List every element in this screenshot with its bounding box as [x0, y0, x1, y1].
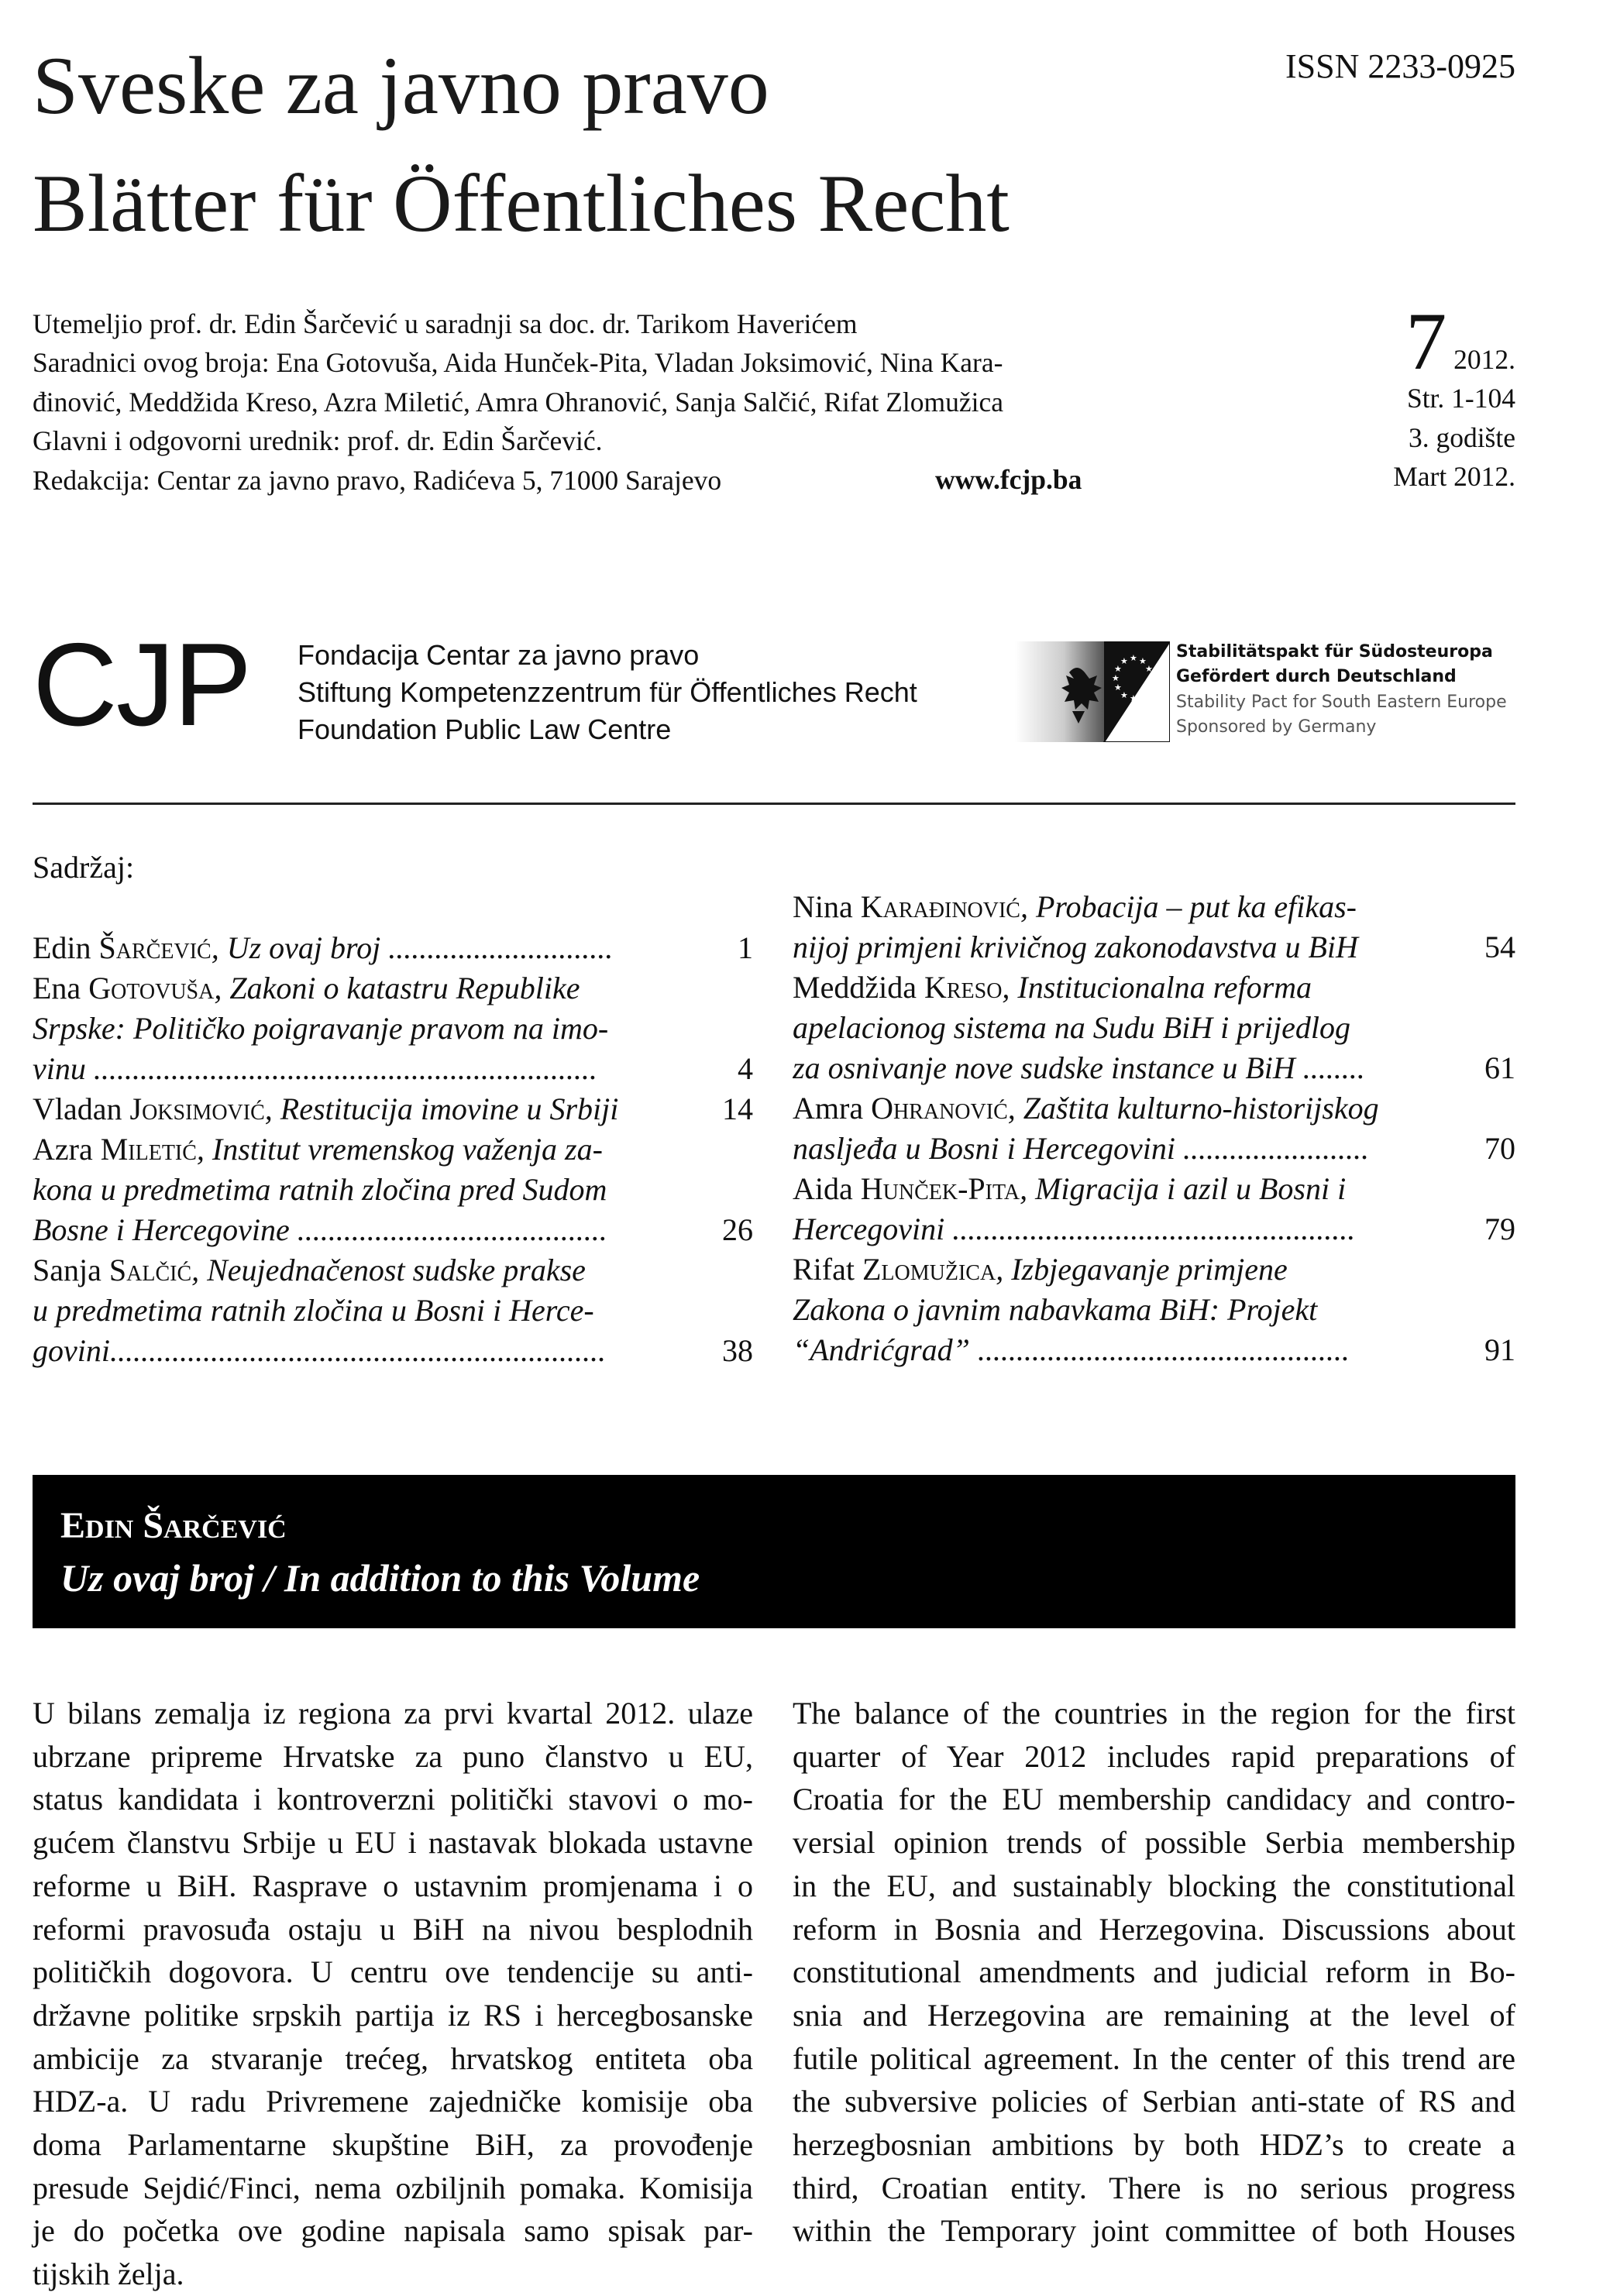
toc-title-text: , Restitucija imovine u Srbiji — [264, 1091, 619, 1126]
svg-text:★: ★ — [1114, 682, 1122, 693]
toc-entry[interactable] — [793, 968, 1515, 1088]
svg-text:★: ★ — [1120, 690, 1128, 700]
toc-author-first: Nina — [793, 889, 861, 924]
toc-title-text: , Zaštita kulturno-historijskog — [1007, 1091, 1379, 1126]
toc-title-text: “Andrićgrad” ................................................ — [793, 1332, 1350, 1367]
toc-entry-line — [793, 1008, 1515, 1048]
body-line: versial opinion trends of possible Serbia membership — [793, 1825, 1515, 1861]
toc-title-text: govini................................................................ — [33, 1333, 606, 1368]
journal-title-german: Blätter für Öffentliches Recht — [33, 158, 1010, 249]
toc-entry-line — [793, 1290, 1515, 1330]
toc-title-text: , Probacija – put ka efikas- — [1020, 889, 1357, 924]
masthead-line: đinović, Meddžida Kreso, Azra Miletić, Amra Ohranović, Sanja Salčić, Rifat Zlomužica — [33, 386, 1003, 418]
toc-title-text: za osnivanje nove sudske instance u BiH ........ — [793, 1050, 1365, 1085]
body-line: presude Sejdić/Finci, nema ozbiljnih pomaka. Komisija — [33, 2170, 753, 2205]
toc-entry[interactable] — [33, 1129, 753, 1250]
toc-author-last: Joksimović — [129, 1091, 265, 1126]
toc-title-text: Hercegovini .................................................... — [793, 1212, 1356, 1246]
toc-left-column — [33, 928, 753, 1371]
body-line: državne politike srpskih partija iz RS i hercegbosanske — [33, 1997, 753, 2033]
toc-author-last: Šarčević — [98, 930, 212, 965]
foundation-names — [298, 637, 917, 748]
toc-entry[interactable] — [33, 1250, 753, 1371]
body-line: The balance of the countries in the region for the first — [793, 1696, 1515, 1731]
toc-entry-line — [33, 968, 753, 1009]
toc-entry[interactable] — [33, 968, 753, 1089]
svg-text:★: ★ — [1139, 656, 1147, 666]
toc-entry-line — [793, 1129, 1515, 1169]
svg-text:★: ★ — [1114, 664, 1122, 674]
svg-text:★: ★ — [1112, 673, 1120, 683]
svg-text:★: ★ — [1139, 690, 1147, 700]
toc-author-first: Aida — [793, 1171, 861, 1206]
toc-author-last: Salčić — [108, 1253, 192, 1287]
toc-entry-line — [793, 1048, 1515, 1088]
journal-title-bosnian: Sveske za javno pravo — [33, 40, 769, 131]
issue-volume: 3. godište — [1408, 421, 1515, 453]
toc-author-last: Hunček-Pita — [860, 1171, 1020, 1206]
article-subtitle: Uz ovaj broj / In addition to this Volume — [60, 1556, 700, 1600]
sponsor-line: Sponsored by Germany — [1176, 717, 1377, 737]
body-line: constitutional amendments and judicial reform in Bo- — [793, 1954, 1515, 1990]
toc-title-text: nasljeđa u Bosni i Hercegovini ........................ — [793, 1131, 1369, 1166]
toc-page-number: 91 — [1484, 1332, 1515, 1367]
toc-entry-line — [793, 1088, 1515, 1129]
toc-author-last: Zlomužica — [862, 1252, 996, 1287]
toc-entry-line — [33, 1291, 753, 1331]
toc-entry-line — [793, 1169, 1515, 1209]
toc-author-last: Ohranović — [871, 1091, 1008, 1126]
toc-entry[interactable] — [33, 928, 753, 968]
body-line: ubrzane pripreme Hrvatske za puno članstvo u EU, — [33, 1738, 753, 1774]
foundation-name-bosnian: Fondacija Centar za javno pravo — [298, 639, 700, 671]
toc-title-text: , Izbjegavanje primjene — [996, 1252, 1288, 1287]
svg-text:★: ★ — [1130, 653, 1137, 663]
toc-title-text: nijoj primjeni krivičnog zakonodavstva u BiH — [793, 930, 1358, 964]
toc-author-first: Sanja — [33, 1253, 109, 1287]
toc-entry[interactable] — [33, 1089, 753, 1129]
toc-entry-line — [33, 1049, 753, 1089]
body-line: in the EU, and sustainably blocking the constitutional — [793, 1868, 1515, 1903]
body-line: reform in Bosnia and Herzegovina. Discussions about — [793, 1911, 1515, 1947]
body-line: snia and Herzegovina are remaining at the level of — [793, 1997, 1515, 2033]
issue-date: Mart 2012. — [1393, 461, 1515, 493]
sponsor-line: Gefördert durch Deutschland — [1176, 667, 1457, 687]
toc-page-number: 26 — [722, 1212, 753, 1247]
body-line: Croatia for the EU membership candidacy and contro- — [793, 1782, 1515, 1817]
body-line: tijskih želja. — [33, 2256, 184, 2292]
sponsor-line: Stability Pact for South Eastern Europe — [1176, 692, 1507, 712]
body-line: političkih dogovora. U centru ove tendencije su anti- — [33, 1954, 753, 1990]
toc-title-text: u predmetima ratnih zločina u Bosni i Herce- — [33, 1293, 594, 1328]
toc-title-text: , Institucionalna reforma — [1002, 970, 1312, 1005]
toc-author-last: Gotovuša — [88, 971, 215, 1005]
body-line: the subversive policies of Serbian anti-state of RS and — [793, 2084, 1515, 2119]
toc-entry-line — [33, 1129, 753, 1170]
svg-text:★: ★ — [1130, 693, 1137, 703]
sponsor-line: Stabilitätspakt für Südosteuropa — [1176, 642, 1493, 662]
toc-entry[interactable] — [793, 1169, 1515, 1249]
toc-entry[interactable] — [793, 887, 1515, 968]
article-body-bosnian — [33, 1692, 753, 2296]
toc-entry-line — [793, 968, 1515, 1008]
toc-entry-line — [33, 928, 753, 968]
article-banner — [33, 1475, 1515, 1628]
toc-entry-line — [793, 927, 1515, 968]
issue-info — [1393, 296, 1515, 497]
toc-entry-line — [33, 1331, 753, 1371]
svg-text:★: ★ — [1147, 673, 1155, 683]
toc-title-text: , Migracija i azil u Bosni i — [1020, 1171, 1347, 1206]
toc-title-text: , Neujednačenost sudske prakse — [191, 1253, 586, 1287]
toc-page-number: 79 — [1484, 1212, 1515, 1246]
toc-author-last: Miletić — [100, 1132, 197, 1167]
toc-author-first: Ena — [33, 971, 89, 1005]
body-line: within the Temporary joint committee of both Houses — [793, 2213, 1515, 2249]
toc-entry-line — [33, 1009, 753, 1049]
toc-entry-line — [793, 1330, 1515, 1370]
issue-year: 2012. — [1453, 344, 1515, 375]
toc-title-text: Zakona o javnim nabavkama BiH: Projekt — [793, 1292, 1318, 1327]
toc-entry[interactable] — [793, 1249, 1515, 1370]
header-divider — [33, 803, 1515, 805]
body-line: doma Parlamentarne skupštine BiH, za provođenje — [33, 2127, 753, 2163]
toc-title-text: apelacionog sistema na Sudu BiH i prijedlog — [793, 1010, 1350, 1045]
toc-entry[interactable] — [793, 1088, 1515, 1169]
toc-title-text: , Institut vremenskog važenja za- — [196, 1132, 603, 1167]
body-line: reformi pravosuđa ostaju u BiH na nivou besplodnih — [33, 1911, 753, 1947]
toc-page-number: 61 — [1484, 1050, 1515, 1085]
body-line: U bilans zemalja iz regiona za prvi kvartal 2012. ulaze — [33, 1696, 753, 1731]
toc-page-number: 54 — [1484, 930, 1515, 964]
svg-text:★: ★ — [1145, 664, 1153, 674]
body-line: reforme u BiH. Rasprave o ustavnim promjenama i o — [33, 1868, 753, 1903]
article-body-english — [793, 1692, 1515, 2253]
body-line: je do početka ove godine napisala samo spisak par- — [33, 2213, 753, 2249]
toc-author-first: Amra — [793, 1091, 872, 1126]
body-line: ambicije za stvaranje trećeg, hrvatskog entiteta oba — [33, 2040, 753, 2076]
toc-author-first: Edin — [33, 930, 99, 965]
toc-entry-line — [793, 1249, 1515, 1290]
stability-pact-text — [1176, 640, 1507, 740]
cjp-logo: CJP — [33, 619, 251, 751]
toc-author-first: Azra — [33, 1132, 101, 1167]
foundation-name-german: Stiftung Kompetenzzentrum für Öffentliches Recht — [298, 675, 917, 708]
masthead-line: Redakcija: Centar za javno pravo, Radićeva 5, 71000 Sarajevo — [33, 464, 722, 496]
masthead-line: Saradnici ovog broja: Ena Gotovuša, Aida Hunček-Pita, Vladan Joksimović, Nina Kara- — [33, 347, 1003, 379]
body-line: herzegbosnian ambitions by both HDZ’s to create a — [793, 2127, 1515, 2163]
masthead-line: Utemeljio prof. dr. Edin Šarčević u saradnji sa doc. dr. Tarikom Haverićem — [33, 308, 858, 339]
body-line: third, Croatian entity. There is no serious progress — [793, 2170, 1515, 2205]
toc-title-text: , Zakoni o katastru Republike — [214, 971, 580, 1005]
toc-entry-line — [33, 1210, 753, 1250]
body-line: status kandidata i kontroverzni politički stavovi o mo- — [33, 1782, 753, 1817]
toc-author-last: Karađinović — [860, 889, 1020, 924]
body-line: HDZ-a. U radu Privremene zajedničke komisije oba — [33, 2084, 753, 2119]
article-author: Edin Šarčević — [60, 1505, 287, 1546]
issn: ISSN 2233-0925 — [1285, 47, 1515, 85]
svg-text:★: ★ — [1145, 682, 1153, 693]
toc-title-text: Bosne i Hercegovine ........................................ — [33, 1212, 607, 1247]
toc-entry-line — [33, 1089, 753, 1129]
masthead — [33, 304, 1003, 500]
toc-page-number: 14 — [722, 1091, 753, 1126]
toc-author-first: Rifat — [793, 1252, 862, 1287]
toc-page-number: 70 — [1484, 1131, 1515, 1166]
toc-heading: Sadržaj: — [33, 850, 135, 885]
toc-author-last: Kreso — [924, 970, 1003, 1005]
toc-entry-line — [793, 1209, 1515, 1249]
toc-title-text: Srpske: Političko poigravanje pravom na imo- — [33, 1011, 609, 1046]
toc-entry-line — [33, 1170, 753, 1210]
toc-entry-line — [793, 887, 1515, 927]
toc-page-number: 1 — [738, 930, 753, 965]
foundation-name-english: Foundation Public Law Centre — [298, 713, 672, 745]
svg-text:★: ★ — [1120, 656, 1128, 666]
body-line: quarter of Year 2012 includes rapid preparations of — [793, 1738, 1515, 1774]
toc-author-first: Meddžida — [793, 970, 924, 1005]
issue-pages: Str. 1-104 — [1406, 383, 1515, 414]
website-link[interactable]: www.fcjp.ba — [935, 464, 1082, 495]
stability-pact-logo — [1015, 641, 1170, 742]
toc-title-text: vinu ................................................................. — [33, 1051, 597, 1086]
toc-title-text: kona u predmetima ratnih zločina pred Sudom — [33, 1172, 607, 1207]
toc-entry-line — [33, 1250, 753, 1291]
issue-number: 7 — [1405, 296, 1447, 387]
toc-page-number: 38 — [722, 1333, 753, 1368]
toc-author-first: Vladan — [33, 1091, 130, 1126]
masthead-line: Glavni i odgovorni urednik: prof. dr. Edin Šarčević. — [33, 425, 603, 457]
body-line: gućem članstvu Srbije u EU i nastavak blokada ustavne — [33, 1825, 753, 1861]
toc-title-text: , Uz ovaj broj ............................. — [211, 930, 614, 965]
toc-page-number: 4 — [738, 1051, 753, 1086]
toc-right-column — [793, 887, 1515, 1370]
body-line: futile political agreement. In the center of this trend are — [793, 2040, 1515, 2076]
